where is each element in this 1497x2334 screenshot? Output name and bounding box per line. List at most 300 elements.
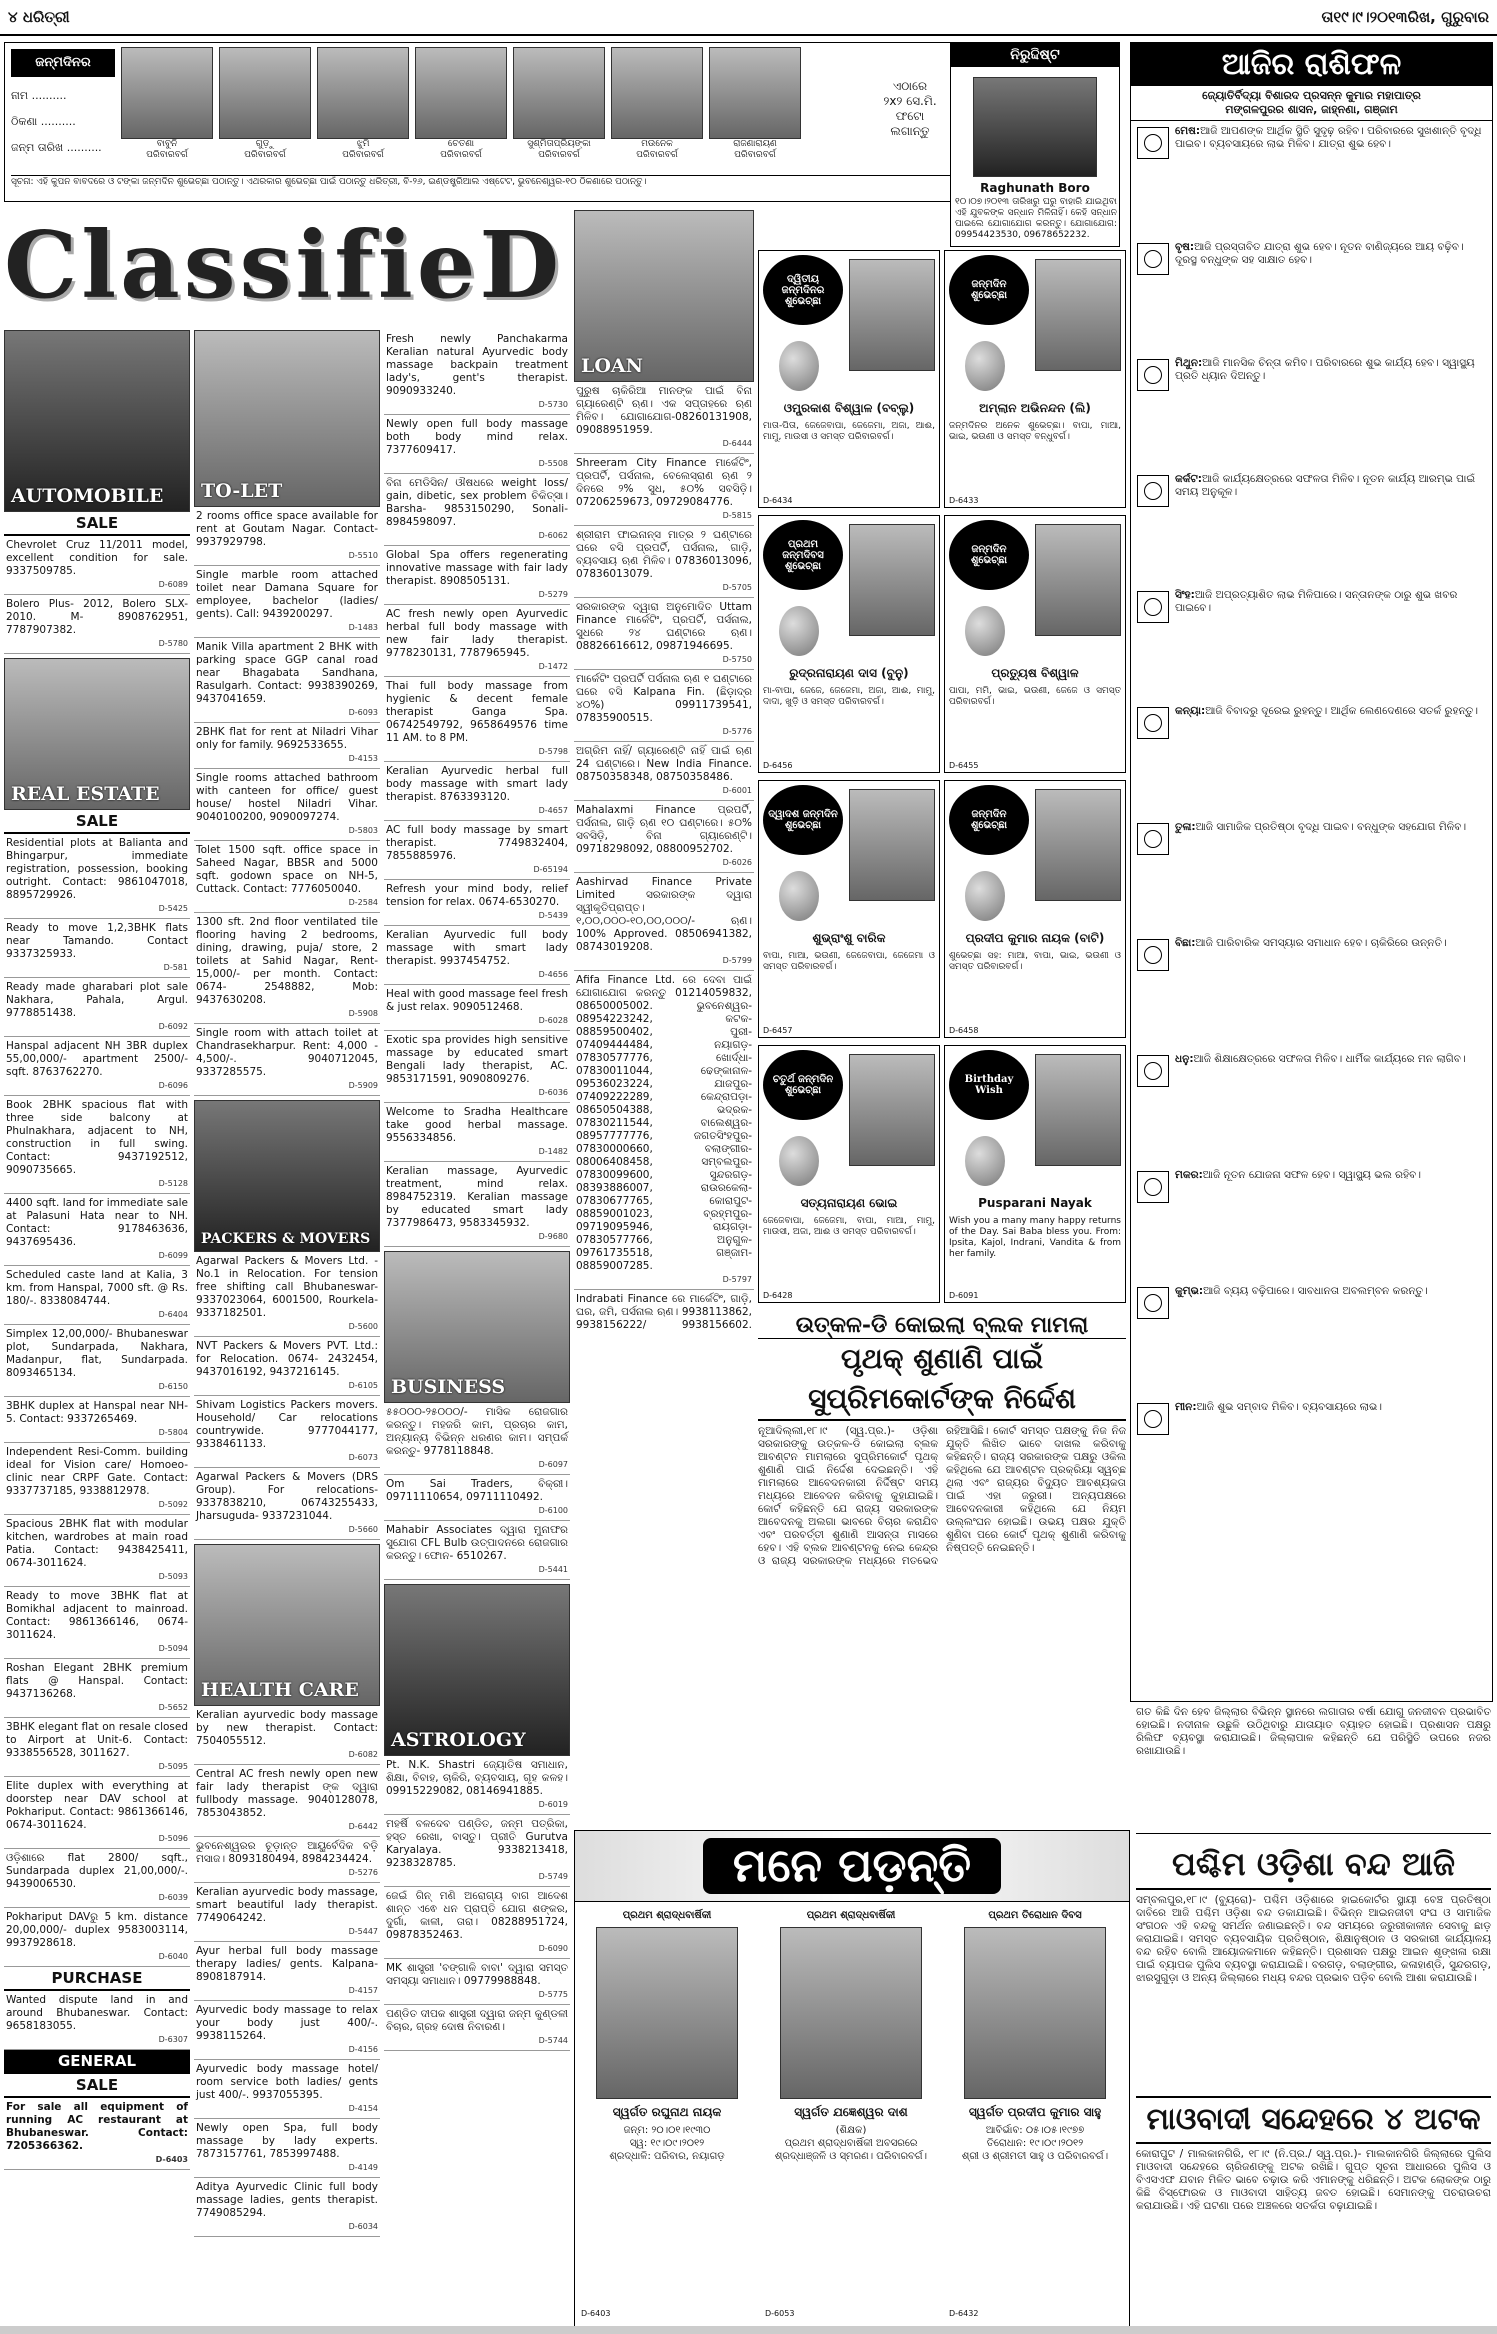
classified-ad xyxy=(194,1337,380,1396)
wish-code: D-6434 xyxy=(763,496,793,505)
sign-name: ମିଥୁନ: xyxy=(1175,357,1203,369)
memorial-items xyxy=(575,1902,1129,2326)
classified-ad xyxy=(384,415,570,474)
ad-code: D-6092 xyxy=(158,1022,188,1031)
news1-headline: ପୃଥକ୍ ଶୁଣାଣି ପାଇଁ ସୁପ୍ରିମକୋର୍ଟଙ୍କ ନିର୍ଦ୍ଦେଶ xyxy=(758,1339,1126,1421)
memorial-card xyxy=(577,1906,757,2322)
thumb-photo xyxy=(709,47,801,139)
ad-text: Thai full body massage from hygienic & decent female therapist Ganga Spa. 06742549792, 9658649576 time 11 AM. to 8 PM. xyxy=(386,680,568,744)
sign-text: ଆଜି ଆପଣଙ୍କ ଆର୍ଥିକ ସ୍ଥିତି ସୁଦୃଢ଼ ରହିବ। ପରିବାରରେ ସୁଖଶାନ୍ତି ବୃଦ୍ଧି ପାଇବ। ବ୍ୟବସାୟରେ ଲାଭ ମିଳିବ। ଯାତ୍ରା ଶୁଭ ହେବ। xyxy=(1175,125,1482,150)
memorial-code: D-6403 xyxy=(581,2309,611,2318)
thumb-caption: ରାଜଣାରାୟଣ ପରିବାରବର୍ଗ xyxy=(733,139,777,160)
ad-text: Keralian ayurvedic body massage by new therapist. Contact: 7504055512. xyxy=(196,1709,378,1747)
classified-ad xyxy=(4,919,190,978)
auto-ads xyxy=(4,536,190,654)
classified-ad xyxy=(4,1037,190,1096)
ad-code: D-5909 xyxy=(348,1081,378,1090)
classified-ad xyxy=(384,677,570,762)
classified-ad xyxy=(4,1325,190,1397)
ad-code: D-5804 xyxy=(158,1428,188,1437)
thumb-photo xyxy=(611,47,703,139)
wish-name: ପ୍ରତ୍ୟୁଷ ବିଶ୍ୱାଳ xyxy=(991,666,1079,680)
news1-body: ନୂଆଦିଲ୍ଲୀ,୧୮।୯ (ସ୍ୱ.ପ୍ର.)- ଓଡ଼ିଶା ସରକାରଙ୍କୁ ଉତ୍କଳ-ଡି କୋଇଲା ବ୍ଲକ ଆବଣ୍ଟନ ମାମଲାରେ ସୁପ୍ରିମକୋର୍ଟ ପୃଥକ୍ ଶୁଣାଣି ପାଇଁ ନିର୍ଦ୍ଦେଶ ଦେଇଛନ୍ତି। ଏହି ମାମଲାରେ ଆବେଦନକାରୀ ନିର୍ଦ୍ଦିଷ୍ଟ ସମୟ ମଧ୍ୟରେ ଆବେଦନ କରିବାକୁ କୁହାଯାଇଛି। କୋର୍ଟ କହିଛନ୍ତି ଯେ ରାଜ୍ୟ ସରକାରଙ୍କ ଆବେଦନକୁ ଅଲଗା ଭାବରେ ବିଚାର କରାଯିବ ଏବଂ ପରବର୍ତ୍ତୀ ଶୁଣାଣି ଆସନ୍ତା ମାସରେ ହେବ। ଏହି ବ୍ଲକ ଆବଣ୍ଟନକୁ ନେଇ କେନ୍ଦ୍ର ଓ ରାଜ୍ୟ ସରକାରଙ୍କ ମଧ୍ୟରେ ମତଭେଦ ରହିଆସିଛି। କୋର୍ଟ ସମସ୍ତ ପକ୍ଷଙ୍କୁ ନିଜ ନିଜ ଯୁକ୍ତି ଲିଖିତ ଭାବେ ଦାଖଲ କରିବାକୁ କହିଛନ୍ତି। ରାଜ୍ୟ ସରକାରଙ୍କ ପକ୍ଷରୁ ଓକିଲ କହିଥିଲେ ଯେ ଆବଣ୍ଟନ ପ୍ରକ୍ରିୟା ସ୍ୱଚ୍ଛ ଥିଲା ଏବଂ ରାଜ୍ୟର ବିଦ୍ୟୁତ ଆବଶ୍ୟକତା ପାଇଁ ଏହା ଜରୁରୀ। ଅନ୍ୟପକ୍ଷରେ ଆବେଦନକାରୀ କହିଥିଲେ ଯେ ନିୟମ ଉଲ୍ଲଂଘନ ହୋଇଛି। ଉଭୟ ପକ୍ଷର ଯୁକ୍ତି ଶୁଣିବା ପରେ କୋର୍ଟ ପୃଥକ୍ ଶୁଣାଣି କରିବାକୁ ନିଷ୍ପତ୍ତି ନେଇଛନ୍ତି। xyxy=(758,1425,1126,1567)
memorial-code: D-6053 xyxy=(765,2309,795,2318)
ad-text: Ready to move 1,2,3BHK flats near Tamando. Contact 9337325933. xyxy=(6,922,188,960)
packers-banner xyxy=(194,1100,380,1252)
ad-text: Keralian Ayurvedic full body massage with smart lady therapist. 9937454752. xyxy=(386,929,568,967)
classified-ad xyxy=(574,801,754,873)
thumb-caption: ଝୁମି ପରିବାରବର୍ଗ xyxy=(342,139,384,160)
memorial-photo xyxy=(780,1927,922,2099)
ad-code: D-5095 xyxy=(158,1762,188,1771)
classified-ad xyxy=(384,821,570,880)
to-let-label: TO-LET xyxy=(201,480,283,502)
wish-card xyxy=(758,1045,940,1303)
ad-code: D-4153 xyxy=(348,754,378,763)
packers-label: PACKERS & MOVERS xyxy=(201,1231,371,1247)
memorial-tag: ପ୍ରଥମ ଶ୍ରାଦ୍ଧବାର୍ଷିକୀ xyxy=(806,1910,896,1921)
horoscope-sign xyxy=(1137,589,1486,701)
ad-code: D-6404 xyxy=(158,1310,188,1319)
ad-code: D-6444 xyxy=(722,439,752,448)
ad-code: D-2584 xyxy=(348,898,378,907)
ad-text: Shivam Logistics Packers movers. Household/ Car relocations countrywide. 9777044177, 9338461133. xyxy=(196,1399,378,1450)
classified-ad xyxy=(384,1162,570,1247)
ad-text: 4400 sqft. land for immediate sale at Palasuni Hata near to NH. Contact: 9178463636, 9437695436. xyxy=(6,1197,188,1248)
health-ads-2 xyxy=(194,1706,380,2237)
classified-ad xyxy=(194,2119,380,2178)
ad-code: D-6105 xyxy=(348,1381,378,1390)
wish-card xyxy=(944,780,1126,1038)
astrology-label: ASTROLOGY xyxy=(391,1729,526,1751)
classified-title: ClassifieD xyxy=(4,211,564,319)
coupon-field-dob[interactable]: ଜନ୍ମ ତାରିଖ .......... xyxy=(11,141,102,154)
classified-ad xyxy=(384,1403,570,1475)
wish-photo xyxy=(1035,259,1121,371)
ad-code: D-5094 xyxy=(158,1644,188,1653)
ad-code: D-5652 xyxy=(158,1703,188,1712)
ad-code: D-5780 xyxy=(158,639,188,648)
ad-code: D-5508 xyxy=(538,459,568,468)
ad-code: D-6082 xyxy=(348,1750,378,1759)
classified-ad xyxy=(194,2060,380,2119)
ad-text: Agarwal Packers & Movers (DRS Group). For relocations- 9337838210, 06743255433, Jharsuguda- 9337231044. xyxy=(196,1471,378,1522)
wish-photo xyxy=(849,1054,935,1166)
classified-ad xyxy=(4,1397,190,1443)
ad-code: D-6099 xyxy=(158,1251,188,1260)
classified-ad xyxy=(384,1031,570,1103)
packers-ads xyxy=(194,1252,380,1540)
horoscope-sign xyxy=(1137,1401,1486,1513)
sign-name: ବୃଷ: xyxy=(1175,241,1195,253)
memorial-code: D-6432 xyxy=(949,2309,979,2318)
classified-ad xyxy=(194,1765,380,1837)
sign-text: ଆଜି ପ୍ରସ୍ତାବିତ ଯାତ୍ରା ଶୁଭ ହେବ। ନୂତନ ବାଣିଜ୍ୟରେ ଆୟ ବଢ଼ିବ। ଦୂରସ୍ଥ ବନ୍ଧୁଙ୍କ ସହ ସାକ୍ଷାତ ହେବ। xyxy=(1175,241,1464,266)
balloon-icon xyxy=(965,1136,1005,1186)
sign-text: ଆଜି ଶିକ୍ଷାକ୍ଷେତ୍ରରେ ସଫଳତା ମିଳିବ। ଧାର୍ମିକ କାର୍ଯ୍ୟରେ ମନ ଲାଗିବ। xyxy=(1193,1053,1466,1065)
ad-code: D-5749 xyxy=(538,1872,568,1881)
memorial-header xyxy=(575,1831,1129,1902)
classified-ad xyxy=(4,1515,190,1587)
wish-text: ଶୁଭେଚ୍ଛା ସହ: ମାଆ, ବାପା, ଭାଇ, ଭଉଣୀ ଓ ସମସ୍ତ ପରିବାରବର୍ଗ। xyxy=(949,951,1121,972)
ad-text: Exotic spa provides high sensitive massage by educated smart Bengali lady therapist, AC. 9853171591, 9090809276. xyxy=(386,1034,568,1085)
ad-text: Central AC fresh newly open new fair lady therapist ଙ୍କ ଦ୍ୱାରା fullbody massage. 9040128078, 7853043852. xyxy=(196,1768,378,1819)
ad-text: ବିନା ମେଡିସିନ/ ଔଷଧରେ weight loss/ gain, dibetic, sex problem ଚିକିତ୍ସା। Barsha- 9853150290, Sonali- 8984598097. xyxy=(386,477,568,528)
ad-code: D-6097 xyxy=(538,1460,568,1469)
news-maoist-arrest xyxy=(1136,2096,1491,2326)
wish-type: ଜନ୍ମଦିନ ଶୁଭେଚ୍ଛା xyxy=(949,520,1029,590)
classified-ad xyxy=(384,762,570,821)
news3-headline: ମାଓବାଦୀ ସନ୍ଦେହରେ ୪ ଅଟକ xyxy=(1136,2096,1491,2144)
ad-text: Aashirvad Finance Private Limited ସରକାରଙ୍କ ଦ୍ୱାରା ସ୍ୱୀକୃତିପ୍ରାପ୍ତ। ୧,୦୦,୦୦୦-୧୦,୦୦,୦୦୦/- ଋଣ। 100% Approved. 08506941382, 08743019208. xyxy=(576,876,752,953)
memorial-name: ସ୍ୱର୍ଗତ ପ୍ରଦୀପ କୁମାର ସାହୁ xyxy=(968,2105,1102,2119)
classified-ad xyxy=(194,2178,380,2237)
wish-photo xyxy=(849,524,935,636)
ad-text: ଭୁବନେଶ୍ୱରର ଚୂଡ଼ାନ୍ତ ଆୟୁର୍ବେଦିକ ବଡ଼ି ମସାଜ। 8093180494, 8984234424. xyxy=(196,1840,378,1865)
sign-name: କୁମ୍ଭ: xyxy=(1175,1285,1204,1297)
ad-code: D-1483 xyxy=(348,623,378,632)
automobile-banner xyxy=(4,330,190,512)
thumb-photo xyxy=(219,47,311,139)
ad-code: D-5600 xyxy=(348,1322,378,1331)
memorial-photo xyxy=(964,1927,1106,2099)
classified-ad xyxy=(194,2001,380,2060)
sign-text: ଆଜି ଶୁଭ ସମ୍ବାଦ ମିଳିବ। ବ୍ୟବସାୟରେ ଲାଭ। xyxy=(1196,1401,1382,1413)
ad-text: Chevrolet Cruz 11/2011 model, excellent condition for sale. 9337509785. xyxy=(6,539,188,577)
wishes-grid xyxy=(758,250,1126,1330)
ad-code: D-5660 xyxy=(348,1525,378,1534)
classified-ad xyxy=(4,1659,190,1718)
wish-code: D-6433 xyxy=(949,496,979,505)
classified-ad xyxy=(574,670,754,742)
horoscope-byline: ଜ୍ୟୋତିର୍ବିଦ୍ୟା ବିଶାରଦ ପ୍ରସନ୍ନ କୁମାର ମହାପାତ୍ର ମଙ୍ଗଳପୁରର ଶାସନ, ଜାହ୍ନଣା, ଗଞ୍ଜାମ xyxy=(1131,86,1492,121)
ad-text: ମହର୍ଷି ବଳଦେବ ପଣ୍ଡିତ, ଜନ୍ମ ପତ୍ରିକା, ହସ୍ତ ରେଖା, ବାସ୍ତୁ। ପ୍ରୀତି Gurutva Karyalaya. 9338213418, 9238328785. xyxy=(386,1818,568,1869)
ad-text: Ayurvedic body massage hotel/ room service both ladies/ gents just 400/-. 9937055395. xyxy=(196,2063,378,2101)
horoscope-sign xyxy=(1137,1053,1486,1165)
ad-text: ପୁରୁଷ ଚାକିରିଆ ମାନଙ୍କ ପାଇଁ ବିନା ଗ୍ୟାରେଣ୍ଟି ଋଣ। ଏକ ସପ୍ତାହରେ ଋଣ ମିଳିବ। ଯୋଗାଯୋଗ-08260131908, 09088951959. xyxy=(576,385,752,436)
ad-code: D-5908 xyxy=(348,1009,378,1018)
classified-ad xyxy=(574,971,754,1290)
ad-text: Single room with attach toilet at Chandrasekharpur. Rent: 4,000 - 4,500/-. 9040712045, 9337285575. xyxy=(196,1027,378,1078)
health-label: HEALTH CARE xyxy=(201,1679,359,1701)
wish-card xyxy=(944,515,1126,773)
memorial-text: ଆବିର୍ଭାବ: ୦୫।୦୫।୧୯୭୭ ତିରୋଧାନ: ୧୯।୦୯।୨୦୧୨ ଶ୍ରୀ ଓ ଶ୍ରୀମତୀ ସାହୁ ଓ ପରିବାରବର୍ଗ। xyxy=(961,2125,1109,2162)
ad-code: D-6034 xyxy=(348,2222,378,2231)
classified-ad xyxy=(574,382,754,454)
ad-text: Simplex 12,00,000/- Bhubaneswar plot, Sundarpada, Nakhara, Madanpur, flat, Sundarpada. 8093465134. xyxy=(6,1328,188,1379)
ad-text: Single marble room attached toilet near Damana Square for employee, bachelor (ladies/ gents). Call: 9439200297. xyxy=(196,569,378,620)
ad-text: Roshan Elegant 2BHK premium flats @ Hanspal. Contact: 9437136268. xyxy=(6,1662,188,1700)
ad-code: D-5447 xyxy=(348,1927,378,1936)
business-ads xyxy=(384,1403,570,1580)
classified-ad xyxy=(194,841,380,913)
ad-code: D-4157 xyxy=(348,1986,378,1995)
real-sale-head: SALE xyxy=(4,810,190,834)
coupon-thumb xyxy=(415,47,507,173)
ad-code: D-5093 xyxy=(158,1572,188,1581)
astrology-ads xyxy=(384,1756,570,2051)
classified-ad xyxy=(194,1024,380,1096)
horoscope-sign xyxy=(1137,705,1486,817)
horoscope-sign xyxy=(1137,125,1486,237)
memorial-text: (ଶିକ୍ଷକ) ପ୍ରଥମ ଶ୍ରାଦ୍ଧବାର୍ଷିକୀ ଅବସରରେ ଶ୍ରଦ୍ଧାଞ୍ଜଳି ଓ ସ୍ମରଣ। ପରିବାରବର୍ଗ। xyxy=(774,2125,928,2162)
ad-text: Hanspal adjacent NH 3BR duplex 55,00,000/- apartment 2500/- sqft. 8763762270. xyxy=(6,1040,188,1078)
sign-name: ମେଷ: xyxy=(1175,125,1201,137)
loan-ads xyxy=(574,382,754,1330)
ad-code: D-5799 xyxy=(722,956,752,965)
to-let-banner xyxy=(194,330,380,507)
memorial-section xyxy=(574,1830,1130,2328)
wish-text: Wish you a many many happy returns of the Day. Sai Baba bless you. From: Ipsita, Kajol, Indrani, Vandita & from her family. xyxy=(949,1216,1121,1259)
purchase-ad: Wanted dispute land in and around Bhubaneswar. Contact: 9658183055. D-6307 xyxy=(4,1991,190,2050)
ad-code: D-6090 xyxy=(538,1944,568,1953)
ad-text: ସରକାରଙ୍କ ଦ୍ୱାରା ଅନୁମୋଦିତ Uttam Finance ମାର୍କେଟିଂ, ପ୍ରପର୍ଟି, ପର୍ସନାଲ, ସୁଧରେ ୨୪ ଘଣ୍ଟାରେ ଋଣ। 08826616612, 09871946695. xyxy=(576,601,752,652)
classified-ad xyxy=(574,742,754,801)
coupon-thumb xyxy=(611,47,703,173)
classified-ad xyxy=(194,913,380,1024)
balloon-icon xyxy=(965,341,1005,391)
ad-text: ଜେଇଁ ଗିନ୍ ମଣି ଅରୋଗ୍ୟ ବାଗ ଆଦେଶ ଶାନ୍ତ ଏଵେ ଧନ ପ୍ରାପ୍ତି ଯୋଗ ଶଙ୍କର, ଦୁର୍ଗା, କାଳୀ, ତାରା। 08288951724, 09878352463. xyxy=(386,1890,568,1941)
classified-ad xyxy=(384,880,570,926)
health-banner xyxy=(194,1544,380,1706)
classified-ad xyxy=(194,1942,380,2001)
to-let-ads xyxy=(194,507,380,1096)
classified-ad xyxy=(384,330,570,415)
thumb-caption: ଚେତଣା ପରିବାରବର୍ଗ xyxy=(440,139,482,160)
ad-code: D-6093 xyxy=(348,708,378,717)
ad-code: D-5441 xyxy=(538,1565,568,1574)
wish-code: D-6428 xyxy=(763,1291,793,1300)
thumb-caption: ଗୁଡ଼ୁ ପରିବାରବର୍ଗ xyxy=(244,139,286,160)
coupon-field-name[interactable]: ନାମ .......... xyxy=(11,89,67,102)
ad-text: Scheduled caste land at Kalia, 3 km. from Hanspal, 7000 sft. @ Rs. 180/-. 8338084744. xyxy=(6,1269,188,1307)
zodiac-icon xyxy=(1137,707,1169,739)
coupon-thumb xyxy=(219,47,311,173)
classified-ad xyxy=(194,1706,380,1765)
ad-code: D-581 xyxy=(163,963,188,972)
ad-text: Ayurvedic body massage to relax your body just 400/-. 9938115264. xyxy=(196,2004,378,2042)
memorial-title: ମନେ ପଡ଼ନ୍ତି xyxy=(703,1838,1001,1894)
wish-type: ଦ୍ୱିତୀୟ ଜନ୍ମଦିନର ଶୁଭେଚ୍ଛା xyxy=(763,255,843,325)
ad-text: ମାର୍କେଟିଂ ପ୍ରପର୍ଟି ପର୍ସନାଲ ଋଣ ୧ ଘଣ୍ଟାରେ ଘରେ ବସି Kalpana Fin. (ଛିଡ଼ାଦ୍ର ୪୦%) 09911739541, 07835900515. xyxy=(576,673,752,724)
birthday-coupon xyxy=(4,42,1012,202)
ad-code: D-5425 xyxy=(158,904,188,913)
sign-text: ଆଜି ପାରିବାରିକ ସମସ୍ୟାର ସମାଧାନ ହେବ। ଚାକିରିରେ ଉନ୍ନତି। xyxy=(1195,937,1447,949)
wish-type: ଜନ୍ମଦିନ ଶୁଭେଚ୍ଛା xyxy=(949,255,1029,325)
real-estate-label: REAL ESTATE xyxy=(11,783,160,805)
ad-text: ପଣ୍ଡିତ ଦୀପକ ଶାସ୍ତ୍ରୀ ଦ୍ୱାରା ଜନ୍ମ କୁଣ୍ଡଳୀ ବିଚାର, ଗ୍ରହ ଦୋଷ ନିବାରଣ। xyxy=(386,2008,568,2033)
horoscope-title: ଆଜିର ରାଶିଫଳ xyxy=(1131,43,1492,86)
wish-card xyxy=(944,250,1126,508)
ad-code: D-6062 xyxy=(538,531,568,540)
classified-ad xyxy=(384,1475,570,1521)
sign-text: ଆଜି ଅପ୍ରତ୍ୟାଶିତ ଲାଭ ମିଳିପାରେ। ସନ୍ତାନଙ୍କ ଠାରୁ ଶୁଭ ଖବର ପାଇବେ। xyxy=(1175,589,1458,614)
automobile-label: AUTOMOBILE xyxy=(11,485,164,507)
missing-text: ୧୦।୦୭।୨୦୧୩ ତାରିଖରୁ ଘରୁ ବାହାରି ଯାଇଥିବା ଏହି ଯୁବକଙ୍କ ସନ୍ଧାନ ମିଳିନାହିଁ। କେହି ସନ୍ଧାନ ପାଇଲେ ଯୋଗାଯୋଗ କରନ୍ତୁ। ଯୋଗାଯୋଗ: 09954423530, 09678652232. xyxy=(955,197,1117,240)
memorial-tag: ପ୍ରଥମ ଶ୍ରାଦ୍ଧବାର୍ଷିକୀ xyxy=(622,1910,712,1921)
horoscope-sign xyxy=(1137,1285,1486,1397)
ad-code: D-5730 xyxy=(538,400,568,409)
classified-ad xyxy=(384,1815,570,1887)
ad-code: D-9680 xyxy=(538,1232,568,1241)
wish-name: Pusparani Nayak xyxy=(978,1196,1092,1210)
sign-text: ଆଜି ବିବାଦରୁ ଦୂରେଇ ରୁହନ୍ତୁ। ଆର୍ଥିକ ଲେଣଦେଣରେ ସତର୍କ ରୁହନ୍ତୁ। xyxy=(1205,705,1479,717)
classified-ad xyxy=(384,985,570,1031)
classified-ad xyxy=(4,536,190,595)
ad-code: D-4156 xyxy=(348,2045,378,2054)
sign-name: କନ୍ୟା: xyxy=(1175,705,1206,717)
classified-ad xyxy=(4,1908,190,1967)
classified-ad xyxy=(194,1396,380,1468)
ad-text: Mahalaxmi Finance ପ୍ରପର୍ଟି, ପର୍ସନାଲ, ଗାଡ଼ି ଋଣ ୧୦ ଘଣ୍ଟାରେ। ୫୦% ସବସିଡ଼ି, ବିନା ଗ୍ୟାରେଣ୍ଟି। 09718298092, 08800952702. xyxy=(576,804,752,855)
ad-text: Welcome to Sradha Healthcare take good herbal massage. 9556334856. xyxy=(386,1106,568,1144)
ad-text: Shreeram City Finance ମାର୍କେଟିଂ, ପ୍ରପର୍ଟି, ପର୍ସନାଲ, ବେଲେସ୍ରାଣ ଋଣ ୨ ଦିନରେ ୨% ସୁଧ, ୫୦% ସବସିଡ଼ି। 07206259673, 09729084776. xyxy=(576,457,752,508)
ad-text: Agarwal Packers & Movers Ltd. - No.1 in Relocation. For tension free shifting call Bhubaneswar- 9337023064, 6001500, Rourkela-9337182501. xyxy=(196,1255,378,1319)
wish-card xyxy=(944,1045,1126,1303)
wish-name: ସତ୍ୟନାରାୟଣ ଭୋଇ xyxy=(800,1196,898,1210)
wish-text: ଜେଜେବାପା, ଜେଜେମା, ବାପା, ମାଆ, ମାମୁ, ମାଉସୀ, ଅଜା, ଆଈ ଓ ସମସ୍ତ ପରିବାରବର୍ଗ। xyxy=(763,1216,935,1237)
classified-ad xyxy=(194,638,380,723)
wish-code: D-6456 xyxy=(763,761,793,770)
news1-kicker: ଉତ୍କଳ-ଡି କୋଇଲା ବ୍ଲକ ମାମଲା xyxy=(758,1312,1126,1339)
classified-ad xyxy=(4,1096,190,1194)
ad-text: Residential plots at Balianta and Bhingarpur, immediate registration, possession, booking outright. Contact: 9861047018, 8895729926. xyxy=(6,837,188,901)
ad-text: 1300 sft. 2nd floor ventilated tile flooring having 2 bedrooms, dining, drawing, puja/ store, 2 toilets at Sahid Nagar, Rent- 15,000/- per month. Contact: 0674- 2548882, Mob: 9437630208. xyxy=(196,916,378,1006)
ad-text: Global Spa offers regenerating innovative massage with fair lady therapist. 8908505131. xyxy=(386,549,568,587)
memorial-tag: ପ୍ରଥମ ତିରୋଧାନ ଦିବସ xyxy=(988,1910,1082,1921)
horoscope-sign xyxy=(1137,1169,1486,1281)
wish-card xyxy=(758,515,940,773)
memorial-text: ଜନ୍ମ: ୨୦।୦୧।୧୯୩୦ ସ୍ୱ: ୧୯।୦୯।୨୦୧୨ ଶ୍ରଦ୍ଧାଳି: ପରିବାର, ନୟାଗଡ଼ xyxy=(609,2125,725,2162)
classified-ad xyxy=(574,598,754,670)
classified-ad xyxy=(384,1521,570,1580)
wish-code: D-6458 xyxy=(949,1026,979,1035)
ad-text: Aditya Ayurvedic Clinic full body massage ladies, gents therapist. 7749085294. xyxy=(196,2181,378,2219)
news-west-odisha-bandh xyxy=(1136,1840,1491,2090)
ad-text: Mahabir Associates ଦ୍ୱାରା ମୁନାଫର ସୁଯୋଗ CFL Bulb ଉତ୍ପାଦନରେ ରୋଜଗାର କରନ୍ତୁ। ଫୋନ- 6510267. xyxy=(386,1524,568,1562)
zodiac-icon xyxy=(1137,475,1169,507)
classified-ad xyxy=(4,834,190,919)
ad-code: D-6100 xyxy=(538,1506,568,1515)
loan-label: LOAN xyxy=(581,355,644,377)
ad-code: D-6026 xyxy=(722,858,752,867)
ad-text: ଓଡ଼ିଶାରେ flat 2800/ sqft., Sundarpada duplex 21,00,000/-. 9439006530. xyxy=(6,1852,188,1890)
classified-ad xyxy=(384,1959,570,2005)
sign-name: ଧନୁ: xyxy=(1175,1053,1194,1065)
classified-ad xyxy=(574,454,754,526)
wish-type: Birthday Wish xyxy=(949,1050,1029,1120)
classified-ad xyxy=(194,1883,380,1942)
ad-code: D-1472 xyxy=(538,662,568,671)
date-label: ତା୧୯।୯।୨୦୧୩ରିଖ, ଗୁରୁବାର xyxy=(1321,8,1489,26)
classified-ad xyxy=(4,1849,190,1908)
ad-code: D-5096 xyxy=(158,1834,188,1843)
photo-slot: ଏଠାରେ ୨x୨ ସେ.ମି. ଫଟୋ ଲଗାନ୍ତୁ xyxy=(883,79,937,138)
ad-code: D-5750 xyxy=(722,655,752,664)
business-banner xyxy=(384,1251,570,1403)
wish-type: ଚତୁର୍ଥ ଜନ୍ମଦିନ ଶୁଭେଚ୍ଛା xyxy=(763,1050,843,1120)
news3-body: କୋରାପୁଟ / ମାଲକାନଗିରି, ୧୮।୯ (ନି.ପ୍ର./ ସ୍ୱ.ପ୍ର.)- ମାଲକାନଗିରି ଜିଲ୍ଲାରେ ପୁଲିସ ମାଓବାଦୀ ସନ୍ଦେହରେ ଚାରିଜଣଙ୍କୁ ଅଟକ ରଖିଛି। ଗୁପ୍ତ ସୂଚନା ଆଧାରରେ ପୁଲିସ ଓ ବିଏସଏଫ ଯବାନ ମିଳିତ ଭାବେ ଚଢ଼ାଉ କରି ଏମାନଙ୍କୁ ଧରିଛନ୍ତି। ଅଟକ ଲୋକଙ୍କ ଠାରୁ କିଛି ବିସ୍ଫୋରକ ଓ ମାଓବାଦୀ ସାହିତ୍ୟ ଜବତ ହୋଇଛି। ସେମାନଙ୍କୁ ପଚରାଉଚରା କରାଯାଉଛି। ଏହି ଘଟଣା ପରେ ଅଞ୍ଚଳରେ ସତର୍କତା ବଢ଼ାଯାଇଛି। xyxy=(1136,2148,1491,2212)
balloon-icon xyxy=(779,606,819,656)
ad-code: D-6039 xyxy=(158,1893,188,1902)
wish-name: ଅମ୍ଲାନ ଅଭିନନ୍ଦନ (ଲି) xyxy=(979,401,1091,415)
wish-text: ପାପା, ମମି, ଭାଇ, ଭଉଣୀ, ଜେଜେ ଓ ସମସ୍ତ ପରିବାରବର୍ଗ। xyxy=(949,686,1121,707)
balloon-icon xyxy=(779,1136,819,1186)
missing-person-box xyxy=(950,42,1120,247)
ad-code: D-5797 xyxy=(722,1275,752,1284)
sign-name: ତୁଳା: xyxy=(1175,821,1196,833)
ad-code: D-4657 xyxy=(538,806,568,815)
horoscope-sign xyxy=(1137,357,1486,469)
coupon-field-address[interactable]: ଠିକଣା .......... xyxy=(11,115,76,128)
classified-ad xyxy=(4,978,190,1037)
ad-text: ଶ୍ରୀରାମ ଫାଇନାନ୍ସ ମାତ୍ର ୨ ଘଣ୍ଟାରେ ଘରେ ବସି ପ୍ରପର୍ଟି, ପର୍ସନାଲ, ଗାଡ଼ି, ବ୍ୟବସାୟ ଋଣ ମିଳିବ। 07836013096, 07836013079. xyxy=(576,529,752,580)
classified-ad xyxy=(4,1266,190,1325)
ad-code: D-4656 xyxy=(538,970,568,979)
ad-text: Pt. N.K. Shastri ଜ୍ୟୋତିଷ ସମାଧାନ, ଶିକ୍ଷା, ବିବାହ, ଚାକିରି, ବ୍ୟବସାୟ, ଗୃହ କଳହ। 09915229082, 08146941885. xyxy=(386,1759,568,1797)
ad-text: Ready made gharabari plot sale Nakhara, Pahala, Argul. 9778851438. xyxy=(6,981,188,1019)
coupon-thumb xyxy=(709,47,801,173)
classified-ad xyxy=(194,566,380,638)
auto-sale-head: SALE xyxy=(4,512,190,536)
classified-banner xyxy=(4,208,564,323)
thumb-photo xyxy=(317,47,409,139)
thumb-caption: ସୁଶ୍ମିତାପ୍ରିୟଙ୍କା ପରିବାରବର୍ଗ xyxy=(527,139,591,160)
wish-photo xyxy=(1035,1054,1121,1166)
classified-ad xyxy=(384,2005,570,2051)
wish-text: ଜନ୍ମଦିନର ଅନେକ ଶୁଭେଚ୍ଛା। ବାପା, ମାଆ, ଭାଇ, ଭଉଣୀ ଓ ସମସ୍ତ ବନ୍ଧୁବର୍ଗ। xyxy=(949,421,1121,442)
ad-text: Keralian massage, Ayurvedic treatment, mind relax. 8984752319. Keralian massage by educated smart lady 7377986473, 9583345932. xyxy=(386,1165,568,1229)
classified-column-3 xyxy=(384,330,570,2330)
thumb-photo xyxy=(415,47,507,139)
ad-text: Afifa Finance Ltd. ରେ ଦେବା ପାଇଁ ଯୋଗାଯୋଗ କରନ୍ତୁ 01214059832, 08650005002. ଭୁବନେଶ୍ୱର- 08954223242, କଟକ- 08859500402, ପୁରୀ- 07409444484, ନୟାଗଡ଼- 07830577776, ଖୋର୍ଦ୍ଧା- 07830011044, ଢେଙ୍କାନାଳ- 09536023224, ଯାଜପୁର- 07409222289, କେନ୍ଦ୍ରାପଡ଼ା- 08650504388, ଭଦ୍ରକ- 07830211544, ବାଲେଶ୍ୱର- 08957777776, ଜଗତସିଂହପୁର- 07830000660, ବଲାଙ୍ଗୀର- 08006408458, ସମ୍ବଲପୁର- 07830099600, ସୁନ୍ଦରଗଡ଼- 08393886007, ରାଉରକେଲା- 07830677765, କୋରାପୁଟ- 08859001023, ବ୍ରହ୍ମପୁର- 09719095946, ରାୟଗଡ଼ା- 07830577766, ଅନୁଗୁଳ- 09761735518, ଗଞ୍ଜାମ- 08859007285. xyxy=(576,974,752,1272)
classified-ad xyxy=(384,1887,570,1959)
ad-text: Om Sai Traders, ବିକ୍ରୀ। 09711110654, 09711110492. xyxy=(386,1478,568,1503)
wish-code: D-6457 xyxy=(763,1026,793,1035)
general-sale-head: SALE xyxy=(4,2074,190,2098)
ad-code: D-6442 xyxy=(348,1822,378,1831)
zodiac-icon xyxy=(1137,1403,1169,1435)
classified-ad xyxy=(194,507,380,566)
ad-text: 3BHK elegant flat on resale closed to Airport at Unit-6. Contact: 9338556528, 3011627. xyxy=(6,1721,188,1759)
wish-photo xyxy=(1035,789,1121,901)
classified-ad xyxy=(384,1756,570,1815)
classified-ad xyxy=(4,1587,190,1659)
page-label: ୪ ଧରିତ୍ରୀ xyxy=(8,8,70,26)
zodiac-icon xyxy=(1137,591,1169,623)
wish-name: ଶୁଭ୍ରାଂଶୁ ବାରିକ xyxy=(812,931,886,945)
ad-code: D-5815 xyxy=(722,511,752,520)
general-head: GENERAL xyxy=(4,2050,190,2074)
zodiac-icon xyxy=(1137,823,1169,855)
balloon-icon xyxy=(965,606,1005,656)
ad-code: D-5803 xyxy=(348,826,378,835)
astrology-banner xyxy=(384,1584,570,1756)
ad-text: Pokhariput DAVରୁ 5 km. distance 20,00,000/- duplex 9583003114, 9937928618. xyxy=(6,1911,188,1949)
zodiac-icon xyxy=(1137,243,1169,275)
classified-ad xyxy=(384,926,570,985)
ad-text: Keralian ayurvedic body massage, smart beautiful lady therapist. 7749064242. xyxy=(196,1886,378,1924)
ad-text: Ayur herbal full body massage therapy ladies/ gents. Kalpana- 8908187914. xyxy=(196,1945,378,1983)
ad-code: D-65194 xyxy=(533,865,568,874)
coupon-thumb xyxy=(121,47,213,173)
bottom-strip xyxy=(0,2326,1497,2334)
classified-ad xyxy=(194,723,380,769)
wish-name: ଓମ୍ପ୍ରକାଶ ବିଶ୍ୱାଳ (ବବ୍ଲୁ) xyxy=(783,401,915,415)
horoscope-sign xyxy=(1137,821,1486,933)
ad-text: ୫୫୦୦୦-୨୫୦୦୦/- ମାସିକ ରୋଜଗାର କରନ୍ତୁ। ମହଜରି କାମ, ପ୍ରଚାର କାମ, ଅନ୍ୟାନ୍ୟ ବିଭିନ୍ନ ଧରଣର କାମ। ସମ୍ପର୍କ କରନ୍ତୁ- 9778118848. xyxy=(386,1406,568,1457)
zodiac-icon xyxy=(1137,1287,1169,1319)
